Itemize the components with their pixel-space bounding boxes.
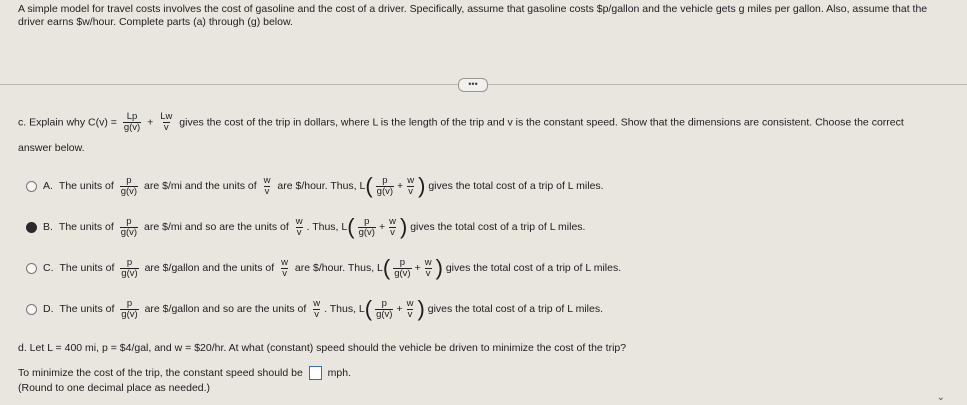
option-d[interactable]: D. The units of $\frac{p}{g(v)}$ are $/gallon and so are the units of $\frac{w}{v}$ . Thus, L( $\frac{p}{g(v)}$ + $\frac{w}{v}$ ) gives the total cost of a trip of L miles.: [26, 298, 603, 320]
part-c-tail: gives the cost of the trip in dollars, where L is the length of the trip and v is the constant speed. Show that the dimensions are consistent. Choose the correct: [179, 116, 904, 129]
fraction-lw-v: $\frac{Lw}{v}$: [160, 111, 173, 133]
option-b[interactable]: B. The units of $\frac{p}{g(v)}$ are $/mi and so are the units of $\frac{w}{v}$ . Thus, L( $\frac{p}{g(v)}$ + $\frac{w}{v}$ ) gives the total cost of a trip of L miles.: [26, 216, 585, 238]
part-c-question: c. Explain why C(v) = $\frac{Lp}{g(v)}$ + $\frac{Lw}{v}$ gives the cost of the trip in dollars, where L is the length of the trip and v is the constant speed. Show that the dimensions are consistent. Choose the correct: [18, 111, 904, 133]
part-d-question: d. Let L = 400 mi, p = $4/gal, and w = $20/hr. At what (constant) speed should the vehicle be driven to minimize the cost of the trip?: [18, 342, 627, 354]
part-c-tail-2: answer below.: [18, 142, 85, 154]
option-c[interactable]: C. The units of $\frac{p}{g(v)}$ are $/gallon and the units of $\frac{w}{v}$ are $/hour. Thus, L( $\frac{p}{g(v)}$ + $\frac{w}{v}$ ) gives the total cost of a trip of L miles.: [26, 257, 621, 279]
radio-option-d[interactable]: [26, 304, 37, 315]
radio-option-b-selected[interactable]: [26, 222, 37, 233]
fraction-lp-gv: $\frac{Lp}{g(v)}$: [123, 111, 141, 133]
speed-answer-input[interactable]: [309, 366, 322, 380]
problem-intro: A simple model for travel costs involves the cost of gasoline and the cost of a driver. Specifically, assume that gasoline costs $p/gallon and the vehicle gets g miles per gallon. Also, assume that the driver earns $w/hour. Complete parts (a) through (g) below.: [18, 3, 928, 28]
radio-option-c[interactable]: [26, 263, 37, 274]
expand-more-button[interactable]: •••: [458, 78, 488, 92]
minimize-answer-row: [18, 366, 351, 380]
chevron-down-icon[interactable]: ⌄: [936, 392, 945, 403]
radio-option-a[interactable]: [26, 181, 37, 192]
minimize-unit: mph.: [327, 366, 352, 379]
option-a[interactable]: A. The units of $\frac{p}{g(v)}$ are $/mi and the units of $\frac{w}{v}$ are $/hour. Thus, L( $\frac{p}{g(v)}$ + $\frac{w}{v}$ ) gives the total cost of a trip of L miles.: [26, 175, 604, 197]
part-c-lead: c. Explain why C(v) =: [18, 116, 117, 129]
round-note: (Round to one decimal place as needed.): [18, 382, 211, 394]
minimize-lead: To minimize the cost of the trip, the constant speed should be: [18, 366, 303, 379]
